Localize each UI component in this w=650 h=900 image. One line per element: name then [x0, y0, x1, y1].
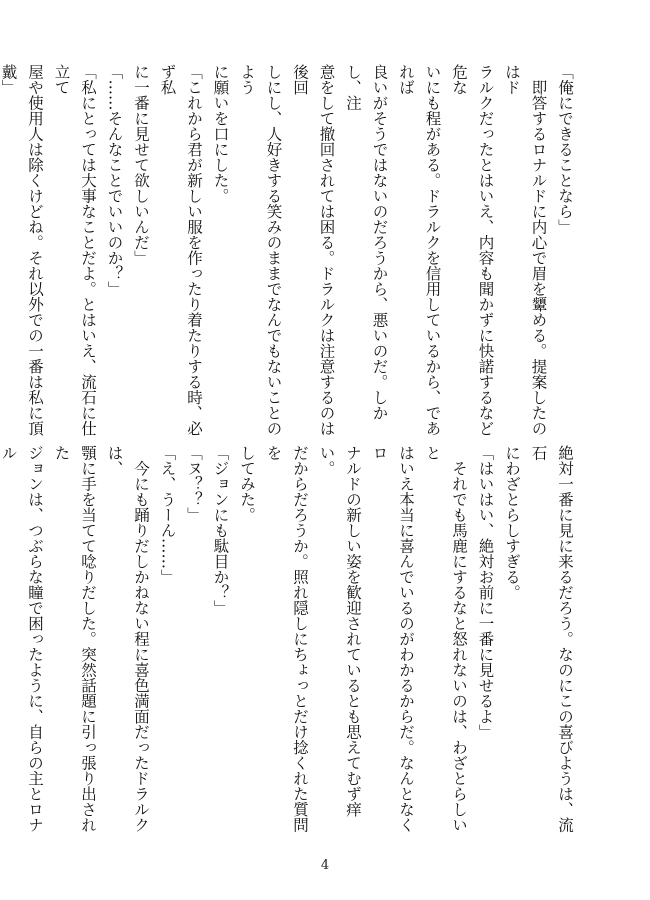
text-line: 顎に手を当てて唸りだした。突然話題に引っ張り出された: [52, 445, 97, 833]
text-line: 意をして撤回されては困る。ドラルクは注意するのは後回: [291, 64, 336, 436]
text-line: いにも程がある。ドラルクを信用しているから、であれば: [397, 64, 442, 436]
text-line: はいえ本当に喜んでいるのがわかるからだ。なんとなくロ: [370, 445, 415, 833]
page-number: 4: [320, 858, 330, 873]
text-line: 今にも踊りだしかねない程に喜色満面だったドラルクは、: [105, 445, 150, 833]
text-line: 即答するロナルドに内心で眉を顰める。提案したのはド: [503, 64, 548, 436]
text-line: それでも馬鹿にするなと怒れないのは、わざとらしいと: [423, 445, 468, 833]
text-line: 「……そんなことでいいのか？」: [105, 64, 124, 297]
text-line: にわざとらしすぎる。: [503, 445, 521, 600]
text-line: 「ジョンにも駄目か？」: [211, 445, 230, 616]
text-line: 「はいはい、絶対お前に一番に見せるよ」: [476, 445, 495, 740]
text-line: してみた。: [238, 445, 256, 523]
text-line: に願いを口にした。: [211, 64, 230, 204]
text-line: 「これから君が新しい服を作ったり着たりする時、必ず私: [158, 64, 203, 436]
text-line: ジョンは、つぶらな瞳で困ったように、自らの主とロナル: [0, 445, 44, 833]
text-line: ラルクだったとはいえ、内容も聞かずに快諾するなど危な: [450, 64, 495, 436]
text-line: 「俺にできることなら」: [556, 64, 574, 235]
text-line: 「ヌ？？」: [185, 445, 203, 523]
text-line: ナルドの新しい姿を歓迎されているとも思えてむず痒い。: [317, 445, 362, 817]
text-line: しにし、人好きする笑みのままでなんでもないことのよう: [238, 64, 283, 436]
text-line: 「え、うーん……」: [158, 445, 177, 585]
text-line: 「私にとっては大事なことだよ。とはいえ、流石に仕立て: [52, 64, 97, 436]
text-line: だからだろうか。照れ隠しにちょっとだけ捻くれた質問を: [264, 445, 309, 833]
bottom-text-block: [0, 445, 578, 845]
top-text-block: [0, 64, 578, 444]
text-line: 絶対一番に見に来るだろう。なのにこの喜びようは、流石: [529, 445, 574, 833]
text-line: 屋や使用人は除くけどね。それ以外での一番は私に頂戴」: [0, 64, 44, 436]
text-line: 良いがそうではないのだろうから、悪いのだ。しかし、注: [344, 64, 389, 421]
text-line: に一番に見せて欲しいんだ」: [132, 64, 150, 266]
